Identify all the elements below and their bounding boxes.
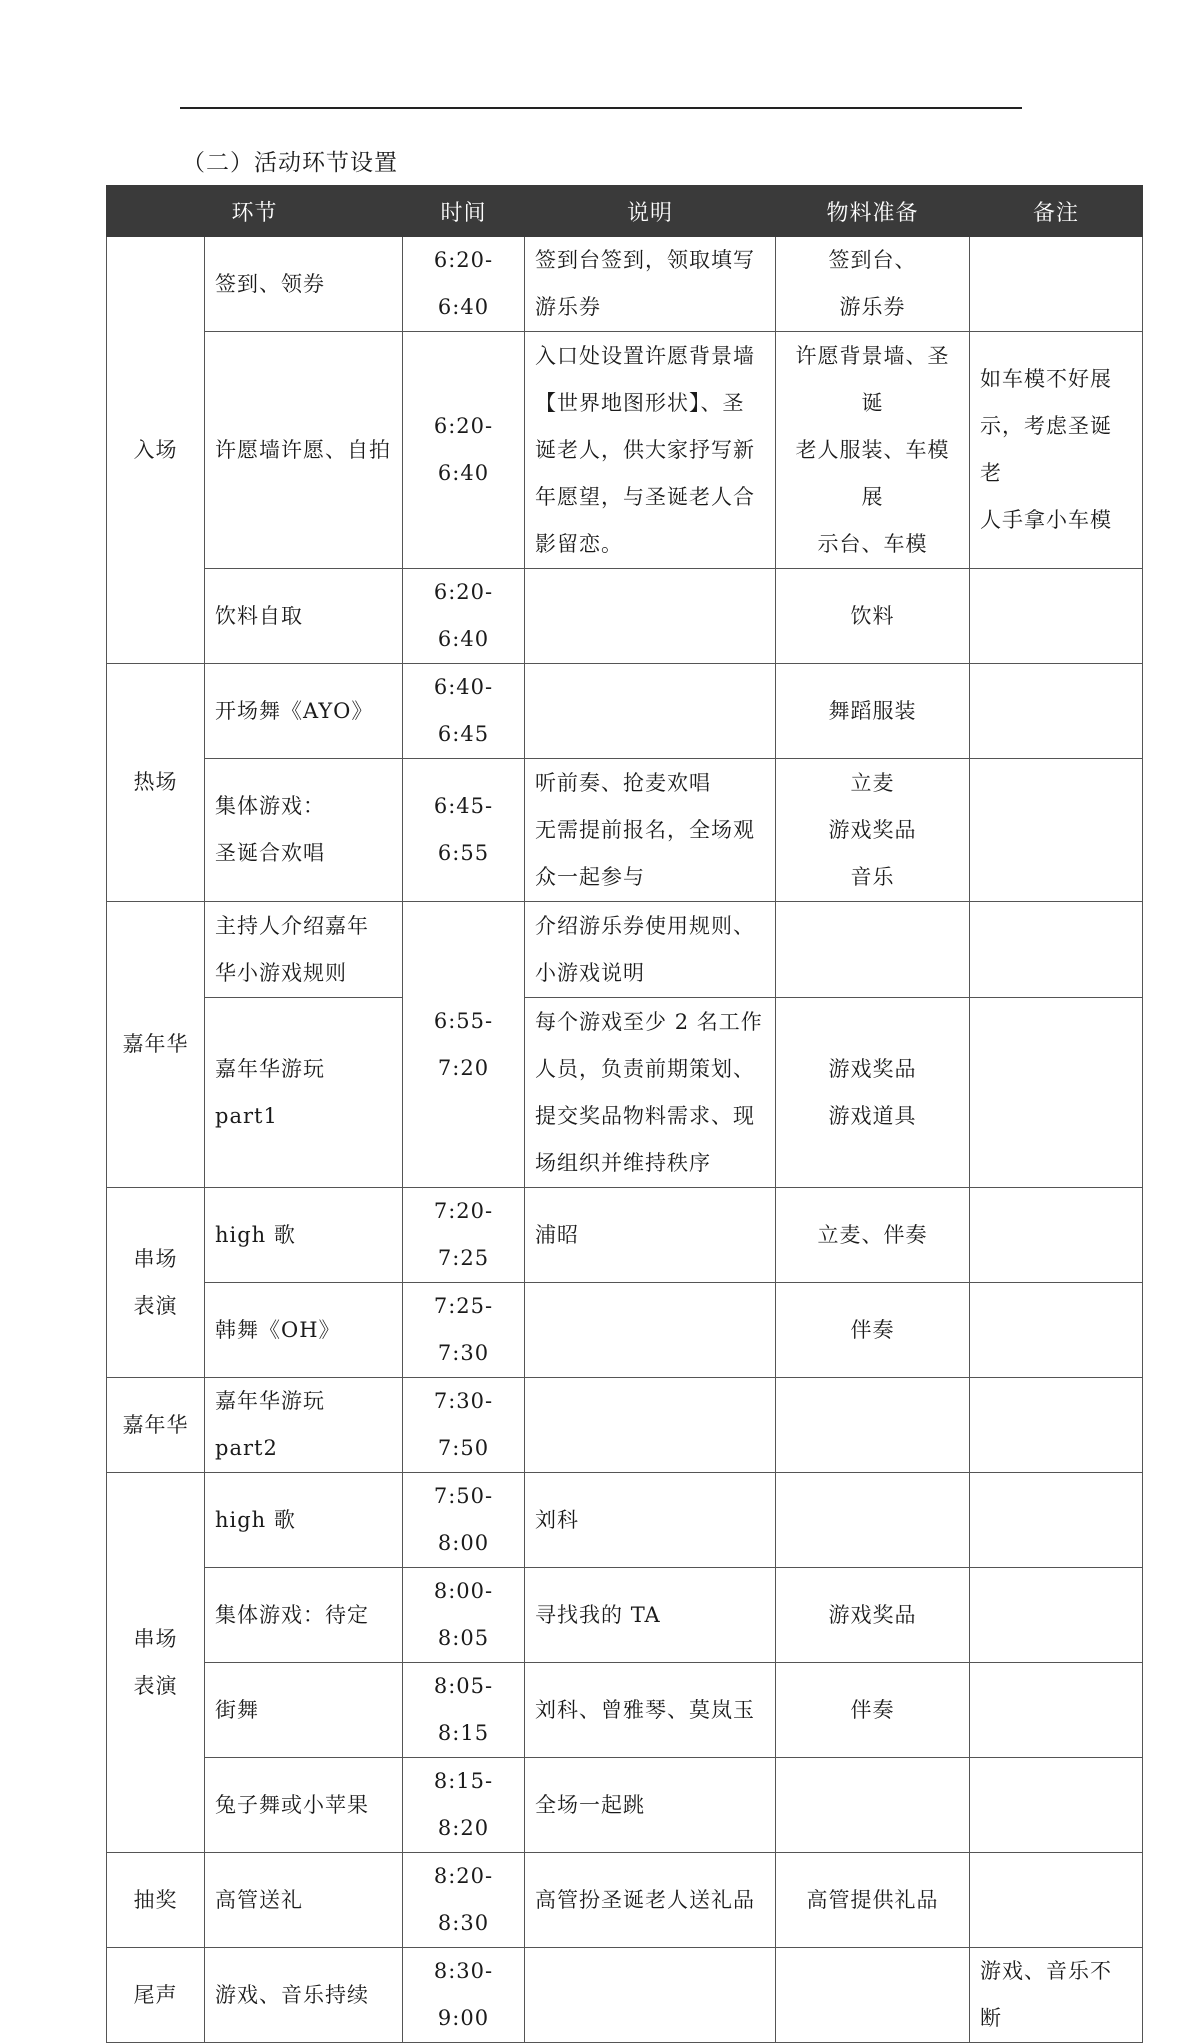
stage-cell: 入场 — [107, 237, 205, 664]
materials-cell: 伴奏 — [776, 1283, 970, 1378]
notes-cell — [970, 1283, 1143, 1378]
item-cell: 许愿墙许愿、自拍 — [205, 332, 403, 569]
notes-cell — [970, 1378, 1143, 1473]
stage-cell: 热场 — [107, 664, 205, 902]
stage-cell: 串场 表演 — [107, 1188, 205, 1378]
time-cell: 7:50-8:00 — [403, 1473, 525, 1568]
description-cell — [525, 664, 776, 759]
time-cell: 7:20-7:25 — [403, 1188, 525, 1283]
header-time: 时间 — [403, 186, 525, 237]
notes-cell — [970, 569, 1143, 664]
table-row — [107, 1378, 1143, 1473]
materials-cell: 游戏奖品 游戏道具 — [776, 998, 970, 1188]
item-cell: high 歌 — [205, 1473, 403, 1568]
item-cell: 兔子舞或小苹果 — [205, 1758, 403, 1853]
item-cell: 街舞 — [205, 1663, 403, 1758]
materials-cell — [776, 902, 970, 998]
description-cell: 听前奏、抢麦欢唱 无需提前报名，全场观 众一起参与 — [525, 759, 776, 902]
item-cell: 签到、领券 — [205, 237, 403, 332]
notes-cell — [970, 902, 1143, 998]
activity-schedule-table — [106, 185, 1143, 2043]
header-notes: 备注 — [970, 186, 1143, 237]
time-cell: 8:20-8:30 — [403, 1853, 525, 1948]
item-cell: 集体游戏： 圣诞合欢唱 — [205, 759, 403, 902]
description-cell: 刘科、曾雅琴、莫岚玉 — [525, 1663, 776, 1758]
notes-cell — [970, 1853, 1143, 1948]
notes-cell — [970, 998, 1143, 1188]
notes-cell — [970, 759, 1143, 902]
materials-cell: 许愿背景墙、圣诞 老人服装、车模展 示台、车模 — [776, 332, 970, 569]
description-cell: 入口处设置许愿背景墙 【世界地图形状】、圣 诞老人，供大家抒写新 年愿望，与圣诞老人合 影留恋。 — [525, 332, 776, 569]
item-cell: 韩舞《OH》 — [205, 1283, 403, 1378]
time-cell: 8:05-8:15 — [403, 1663, 525, 1758]
time-cell: 7:30-7:50 — [403, 1378, 525, 1473]
table-row — [107, 1568, 1143, 1663]
materials-cell: 游戏奖品 — [776, 1568, 970, 1663]
time-cell: 6:55-7:20 — [403, 902, 525, 1188]
time-cell: 6:45-6:55 — [403, 759, 525, 902]
notes-cell: 如车模不好展 示，考虑圣诞老 人手拿小车模 — [970, 332, 1143, 569]
table-row — [107, 1853, 1143, 1948]
description-cell: 全场一起跳 — [525, 1758, 776, 1853]
description-cell: 签到台签到，领取填写 游乐券 — [525, 237, 776, 332]
table-row — [107, 759, 1143, 902]
materials-cell: 舞蹈服装 — [776, 664, 970, 759]
item-cell: 嘉年华游玩 part1 — [205, 998, 403, 1188]
notes-cell — [970, 1473, 1143, 1568]
description-cell — [525, 1378, 776, 1473]
item-cell: 游戏、音乐持续 — [205, 1948, 403, 2043]
materials-cell: 高管提供礼品 — [776, 1853, 970, 1948]
item-cell: 开场舞《AYO》 — [205, 664, 403, 759]
table-row — [107, 332, 1143, 569]
time-cell: 6:20-6:40 — [403, 332, 525, 569]
materials-cell: 伴奏 — [776, 1663, 970, 1758]
materials-cell: 立麦 游戏奖品 音乐 — [776, 759, 970, 902]
stage-cell: 串场 表演 — [107, 1473, 205, 1853]
item-cell: high 歌 — [205, 1188, 403, 1283]
header-description: 说明 — [525, 186, 776, 237]
notes-cell: 游戏、音乐不断 — [970, 1948, 1143, 2043]
table-row — [107, 1188, 1143, 1283]
header-rule — [180, 107, 1022, 109]
materials-cell — [776, 1948, 970, 2043]
table-row — [107, 1473, 1143, 1568]
notes-cell — [970, 664, 1143, 759]
time-cell: 8:30-9:00 — [403, 1948, 525, 2043]
notes-cell — [970, 1758, 1143, 1853]
section-title: （二）活动环节设置 — [182, 150, 398, 176]
description-cell: 高管扮圣诞老人送礼品 — [525, 1853, 776, 1948]
stage-cell: 抽奖 — [107, 1853, 205, 1948]
table-row — [107, 569, 1143, 664]
stage-cell: 尾声 — [107, 1948, 205, 2043]
stage-cell: 嘉年华 — [107, 902, 205, 1188]
stage-cell: 嘉年华 — [107, 1378, 205, 1473]
description-cell: 介绍游乐券使用规则、 小游戏说明 — [525, 902, 776, 998]
table-row — [107, 902, 1143, 998]
table-header-row — [107, 186, 1143, 237]
item-cell: 主持人介绍嘉年 华小游戏规则 — [205, 902, 403, 998]
description-cell: 刘科 — [525, 1473, 776, 1568]
time-cell: 6:20-6:40 — [403, 237, 525, 332]
time-cell: 6:40-6:45 — [403, 664, 525, 759]
time-cell: 8:15-8:20 — [403, 1758, 525, 1853]
materials-cell: 立麦、伴奏 — [776, 1188, 970, 1283]
table-row — [107, 237, 1143, 332]
description-cell — [525, 1948, 776, 2043]
description-cell — [525, 1283, 776, 1378]
materials-cell: 饮料 — [776, 569, 970, 664]
description-cell: 每个游戏至少 2 名工作 人员，负责前期策划、 提交奖品物料需求、现 场组织并维持秩序 — [525, 998, 776, 1188]
header-stage: 环节 — [107, 186, 403, 237]
materials-cell — [776, 1758, 970, 1853]
materials-cell: 签到台、 游乐券 — [776, 237, 970, 332]
description-cell — [525, 569, 776, 664]
table-row — [107, 1283, 1143, 1378]
table-row — [107, 998, 1143, 1188]
time-cell: 6:20-6:40 — [403, 569, 525, 664]
item-cell: 集体游戏：待定 — [205, 1568, 403, 1663]
description-cell: 浦昭 — [525, 1188, 776, 1283]
table-row — [107, 1758, 1143, 1853]
table-row — [107, 664, 1143, 759]
header-materials: 物料准备 — [776, 186, 970, 237]
notes-cell — [970, 1663, 1143, 1758]
item-cell: 嘉年华游玩 part2 — [205, 1378, 403, 1473]
notes-cell — [970, 237, 1143, 332]
notes-cell — [970, 1188, 1143, 1283]
item-cell: 高管送礼 — [205, 1853, 403, 1948]
table-row — [107, 1948, 1143, 2043]
materials-cell — [776, 1473, 970, 1568]
time-cell: 7:25-7:30 — [403, 1283, 525, 1378]
time-cell: 8:00-8:05 — [403, 1568, 525, 1663]
table-row — [107, 1663, 1143, 1758]
notes-cell — [970, 1568, 1143, 1663]
item-cell: 饮料自取 — [205, 569, 403, 664]
materials-cell — [776, 1378, 970, 1473]
description-cell: 寻找我的 TA — [525, 1568, 776, 1663]
